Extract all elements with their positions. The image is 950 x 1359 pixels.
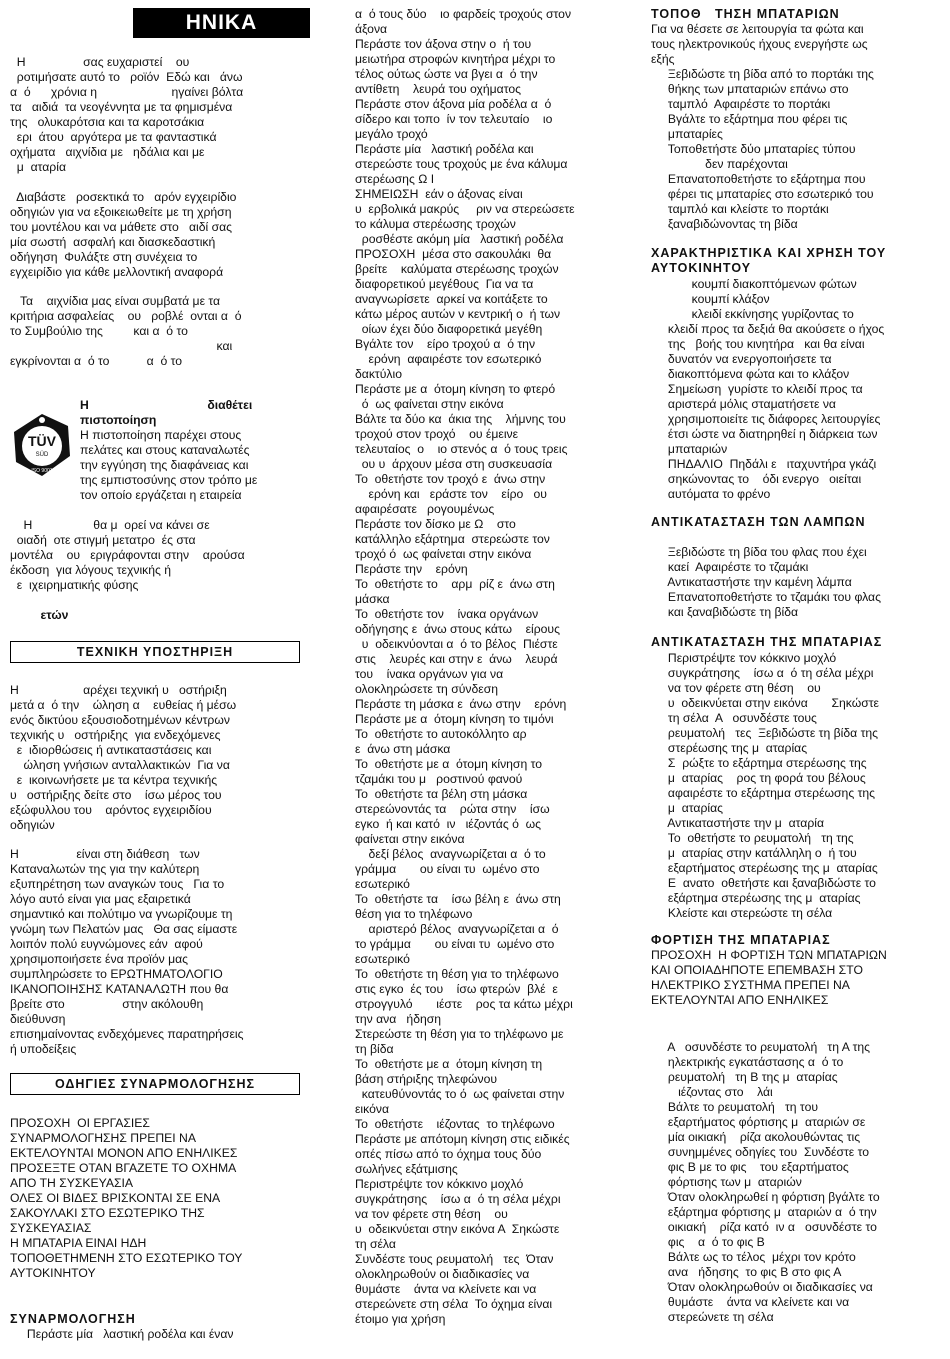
cert-company-line: Η διαθέτει [80, 398, 253, 412]
toys-safety-paragraph: Τα αιχνίδια μας είναι συμβατά με τα κριτήρια ασφαλείας ου ροβλέ ονται α ό το Συμβούλιο της και α ό το και εγκρίνονται α ό το α ό το [10, 294, 242, 368]
charge-text: Α οσυνδέστε το ρευματολή τη Α της ηλεκτρικής εγκατάστασης α ό το ρευματολή τη Β της μ αταρίας ιέζοντας στο λάι Βάλτε το ρευματολή τη του εξαρτήματος φόρτισης μ αταριών σε μία οικιακή ρίζα ακολουθώντας τις συνημμένες οδηγίες του Συνδέστε το φις Β με το φις του εξαρτήματος φόρτισης των μ αταριών Όταν ολοκληρωθεί η φόρτιση βγάλτε το εξάρτημα φόρτισης μ αταριών α ό την οικιακή ρίζα κατό ιν α οσυνδέστε το φις α ό το φις Β Βάλτε ως το τέλος μέχρι τον κρότο ανα ήδησης το φις Β στο φις Α Όταν ολοκληρωθούν οι διαδικασίες να θυμάστε άντα να κλείνετε και να στερεώνετε τη σέλα [667, 1040, 880, 1324]
support-paragraph-2: Η είναι στη διάθεση των Καταναλωτών της για την καλύτερη εξυπηρέτηση των αναγκών τους Για το λόγο αυτό είναι για μας εξαιρετικά σημαντικό και πολύτιμο να γνωρίζουμε τη γνώμη των Πελατών μας Θα σας είμαστε λοιπόν πολύ ευγνώμονες εάν αφού χρησιμοποιήσετε ένα προϊόν μας συμπληρώσετε το ΕΡΩΤΗΜΑΤΟΛΟΓΙΟ ΙΚΑΝΟΠΟΙΗΣΗΣ ΚΑΤΑΝΑΛΩΤΗ που θα βρείτε στο στην ακόλουθη διεύθυνση επισημαίνοντας ενδεχόμενες παρατηρήσεις ή υποδείξεις [10, 847, 244, 1056]
synarm-heading: ΣΥΝΑΡΜΟΛΟΓΗΣΗ [10, 1312, 136, 1326]
cert-paragraph: Η πιστοποίηση παρέχει στους πελάτες και στους καταναλωτές την εγγύηση της διαφάνειας και της εμπιστοσύνης στον τρόπο με τον οποίο εργάζεται η εταιρεία [80, 428, 258, 502]
badge-sud-text: SÜD [35, 452, 49, 458]
assembly-warning: ΠΡΟΣΟΧΗ ΟΙ ΕΡΓΑΣΙΕΣ ΣΥΝΑΡΜΟΛΟΓΗΣΗΣ ΠΡΕΠΕΙ ΝΑ ΕΚΤΕΛΟΥΝΤΑΙ ΜΟΝΟΝ ΑΠΟ ΕΝΗΛΙΚΕΣ ΠΡΟΣΕΞΤΕ ΟΤΑΝ ΒΓΑΖΕΤΕ ΤΟ ΟΧΗΜΑ ΑΠΟ ΤΗ ΣΥΣΚΕΥΑΣΙΑ ΟΛΕΣ ΟΙ ΒΙΔΕΣ ΒΡΙΣΚΟΝΤΑΙ ΣΕ ΕΝΑ ΣΑΚΟΥΛΑΚΙ ΣΤΟ ΕΣΩΤΕΡΙΚΟ ΤΗΣ ΣΥΣΚΕΥΑΣΙΑΣ Η ΜΠΑΤΑΡΙΑ ΕΙΝΑΙ ΗΔΗ ΤΟΠΟΘΕΤΗΜΕΝΗ ΣΤΟ ΕΣΩΤΕΡΙΚΟ ΤΟΥ ΑΥΤΟΚΙΝΗΤΟΥ [10, 1116, 243, 1280]
rights-paragraph: Η θα μ ορεί να κάνει σε οιαδή οτε στιγμή μετατρο ές στα μοντέλα ου εριγράφονται στην αρούσα έκδοση για λόγους τεχνικής ή ε ιχειρηματικής φύσης [10, 518, 245, 592]
battery-placement-text: Για να θέσετε σε λειτουργία τα φώτα και τους ηλεκτρονικούς ήχους ενεργήστε ως εξής Ξεβιδώστε τη βίδα από το πορτάκι της θήκης των μπαταριών επάνω στο ταμπλό Αφαιρέστε το πορτάκι Βγάλτε το εξάρτημα που φέρει τις μπαταρίες Τοποθετήστε δύο μπαταρίες τύπου δεν παρέχονται Επανατοποθετήστε το εξάρτημα που φέρει τις μπαταρίες στο εσωτερικό του ταμπλό και κλείστε το πορτάκι ξαναβιδώνοντας τη βίδα [651, 22, 874, 231]
years-label: ετών [10, 608, 69, 622]
charge-heading: ΦΟΡΤΙΣΗ ΤΗΣ ΜΠΑΤΑΡΙΑΣ [651, 933, 831, 947]
read-first-paragraph: Διαβάστε ροσεκτικά το αρόν εγχειρίδιο οδηγιών για να εξοικειωθείτε με τη χρήση του μοντέλου και να μάθετε στο αιδί σας μία σωστή ασφαλή και διασκεδαστική οδήγηση Φυλάξτε στη συνέχεια το εγχειρίδιο για κάθε μελλοντική αναφορά [10, 190, 237, 279]
tuv-certification-seal-icon [10, 412, 74, 478]
replace-battery-text: Περιστρέψτε τον κόκκινο μοχλό συγκράτησης ίσω α ό τη σέλα μέχρι να τον φέρετε στη θέση ου υ οδεικνύεται στην εικόνα Σηκώστε τη σέλα Α οσυνδέστε τους ρευματολή τες Ξεβιδώστε τη βίδα της στερέωσης της μ αταρίας Σ ρώξτε το εξάρτημα στερέωσης της μ αταρίας ρος τη φορά του βέλους αφαιρέστε το εξάρτημα στερέωσης της μ αταρίας Αντικαταστήστε την μ αταρία Το οθετήστε το ρευματολή τη της μ αταρίας στην κατάλληλη ο ή του εξαρτήματος στερέωσης της μ αταρίας Ε ανατο οθετήστε και ξαναβιδώστε το εξάρτημα στερέωσης της μ αταρίας Κλείστε και στερεώστε τη σέλα [667, 651, 879, 920]
badge-tuv-text: TÜV [28, 433, 56, 449]
features-text: κουμπί διακοπτόμενων φώτων κουμπί κλάξον κλειδί εκκίνησης γυρίζοντας το κλειδί προς τα δεξιά θα ακούσετε ο ήχος της βοής του κινητήρα και θα είναι δυνατόν να ενεργοποιήσετε τα διακοπτόμενα φώτα και το κλάξον Σημείωση γυρίστε το κλειδί προς τα αριστερά μόλις σταματήσετε να χρησιμοποιείτε τις διάφορες λειτουργίες έτσι ώστε να διατηρηθεί η διάρκεια των μπαταριών ΠΗΔΑΛΙΟ Πηδάλι ε ιταχυντήρα γκάζι σηκώνοντας το όδι ενεργο οιείται αυτόματα το φρένο [667, 277, 885, 501]
charge-warning: ΠΡΟΣΟΧΗ Η ΦΟΡΤΙΣΗ ΤΩΝ ΜΠΑΤΑΡΙΩΝ ΚΑΙ ΟΠΟΙΑΔΗΠΟΤΕ ΕΠΕΜΒΑΣΗ ΣΤΟ ΗΛΕΚΤΡΙΚΟ ΣΥΣΤΗΜΑ ΠΡΕΠΕΙ ΝΑ ΕΚΤΕΛΟΥΝΤΑΙ ΑΠΟ ΕΝΗΛΙΚΕΣ [651, 948, 887, 1007]
intro-paragraph: Η σας ευχαριστεί ου ροτιμήσατε αυτό το ροϊόν Εδώ και άνω α ό χρόνια η ηγαίνει βόλτα τα αιδιά τα νεογέννητα με τα φημισμένα της ολυκαρότσια και τα καροτσάκια ερι άτου αργότερα με τα φανταστικά οχήματα αιχνίδια με ηδάλια και με μ αταρία [10, 55, 244, 174]
badge-iso-text: ISO 9001 [31, 468, 53, 474]
language-banner: ΗΝΙΚΑ [133, 8, 310, 38]
assembly-steps: α ό τους δύο ιο φαρδείς τροχούς στον άξονα Περάστε τον άξονα στην ο ή του μειωτήρα στροφών κινητήρα μέχρι το τέλος ούτως ώστε να βγει α ό την αντίθετη λευρά του οχήματος Περάστε στον άξονα μία ροδέλα α ό σίδερο και τοπο ίν τον τελευταίο ιο μεγάλο τροχό Περάστε μία λαστική ροδέλα και στερεώστε τους τροχούς με ένα κάλυμα στερέωσης Ω Ι ΣΗΜΕΙΩΣΗ εάν ο άξονας είναι υ ερβολικά μακρύς ριν να στερεώσετε το κάλυμα στερέωσης τροχών ροσθέστε ακόμη μία λαστική ροδέλα ΠΡΟΣΟΧΗ μέσα στο σακουλάκι θα βρείτε καλύματα στερέωσης τροχών διαφορετικού μεγέθους Για να τα αναγνωρίσετε αρκεί να κοιτάξετε το κάτω μέρος αυτών ν κεντρική ο ή των οίων έχει δύο διαφορετικά μεγέθη Βγάλτε τον είρο τροχού α ό την ερόνη αφαιρέστε τον εσωτερικό δακτύλιο Περάστε με α ότομη κίνηση το φτερό ό ως φαίνεται στην εικόνα Βάλτε τα δύο κα άκια της λήμνης του τροχού στον τροχό ου έμεινε τελευταίος ο ιο στενός α ό τους τρεις ου υ άρχουν μέσα στη συσκευασία Το οθετήστε τον τροχό ε άνω στην ερόνη και εράστε τον είρο ου αφαιρέσατε ρογουμένως Περάστε τον δίσκο με Ω στο κατάλληλο εξάρτημα στερεώστε τον τροχό ό ως φαίνεται στην εικόνα Περάστε την ερόνη Το οθετήστε το αρμ ρίζ ε άνω στη μάσκα Το οθετήστε τον ίνακα οργάνων οδήγησης ε άνω στους κάτω είρους υ οδεικνύονται α ό το βέλος Πιέστε στις λευρές και στην ε άνω λευρά του ίνακα οργάνων για να ολοκληρώσετε τη σύνδεση Περάστε τη μάσκα ε άνω στην ερόνη Περάστε με α ότομη κίνηση το τιμόνι Το οθετήστε το αυτοκόλλητο αρ ε άνω στη μάσκα Το οθετήστε με α ότομη κίνηση το τζαμάκι του μ ροστινού φανού Το οθετήστε τα βέλη στη μάσκα στερεώνοντάς τα ρώτα στην ίσω εγκο ή και κατό ιν ιέζοντάς ό ως φαίνεται στην εικόνα δεξί βέλος αναγνωρίζεται α ό το γράμμα ου είναι τυ ωμένο στο εσωτερικό Το οθετήστε τα ίσω βέλη ε άνω στη θέση για το τηλέφωνο αριστερό βέλος αναγνωρίζεται α ό το γράμμα ου είναι τυ ωμένο στο εσωτερικό Το οθετήστε τη θέση για το τηλέφωνο στις εγκο ές του ίσω φτερών βλέ ε στρογγυλό ιέστε ρος τα κάτω μέχρι την ανα ήδηση Στερεώστε τη θέση για το τηλέφωνο με τη βίδα Το οθετήστε με α ότομη κίνηση τη βάση στήριξης τηλεφώνου κατευθύνοντάς το ό ως φαίνεται στην εικόνα Το οθετήστε ιέζοντας το τηλέφωνο Περάστε με απότομη κίνηση στις ειδικές οπές πίσω από το όχημα τους δύο σωλήνες εξάτμισης Περιστρέψτε τον κόκκινο μοχλό συγκράτησης ίσω α ό τη σέλα μέχρι να τον φέρετε στη θέση ου υ οδεικνύεται στην εικόνα Α Σηκώστε τη σέλα Συνδέστε τους ρευματολή τες Όταν ολοκληρωθούν οι διαδικασίες να θυμάστε άντα να κλείνετε και να στερεώνετε στη σέλα Το όχημα είναι έτοιμο για χρήση [355, 7, 575, 1326]
features-heading: ΧΑΡΑΚΤΗΡΙΣΤΙΚΑ ΚΑΙ ΧΡΗΣΗ ΤΟΥ ΑΥΤΟΚΙΝΗΤΟΥ [651, 246, 887, 275]
replace-battery-heading: ΑΝΤΙΚΑΤΑΣΤΑΣΗ ΤΗΣ ΜΠΑΤΑΡΙΑΣ [651, 635, 883, 649]
lamps-heading: ΑΝΤΙΚΑΤΑΣΤΑΣΗ ΤΩΝ ΛΑΜΠΩΝ [651, 515, 866, 529]
battery-placement-heading: ΤΟΠΟΘ ΤΗΣΗ ΜΠΑΤΑΡΙΩΝ [651, 7, 840, 21]
support-heading: ΤΕΧΝΙΚΗ ΥΠΟΣΤΗΡΙΞΗ [10, 641, 300, 663]
synarm-first-line: Περάστε μία λαστική ροδέλα και έναν [10, 1327, 234, 1341]
support-paragraph-1: Η αρέχει τεχνική υ οστήριξη μετά α ό την ώληση α ευθείας ή μέσω ενός δικτύου εξουσιοδοτημένων κέντρων τεχνικής υ οστήριξης για ενδεχόμενες ε ιδιορθώσεις ή αντικαταστάσεις και ώληση γνήσιων ανταλλακτικών Για να ε ικοινωνήσετε με τα κέντρα τεχνικής υ οστήριξης δείτε στο ίσω μέρος του εξώφυλλου του αρόντος εγχειριδίου οδηγιών [10, 683, 237, 832]
cert-heading: πιστοποίηση [80, 413, 157, 427]
lamps-text: Ξεβιδώστε τη βίδα του φλας που έχει καεί Αφαιρέστε το τζαμάκι Αντικαταστήστε την καμένη λάμπα Επανατοποθετήστε το τζαμάκι του φλας και ξαναβιδώστε τη βίδα [667, 545, 881, 619]
assembly-heading: ΟΔΗΓΙΕΣ ΣΥΝΑΡΜΟΛΟΓΗΣΗΣ [10, 1073, 300, 1095]
